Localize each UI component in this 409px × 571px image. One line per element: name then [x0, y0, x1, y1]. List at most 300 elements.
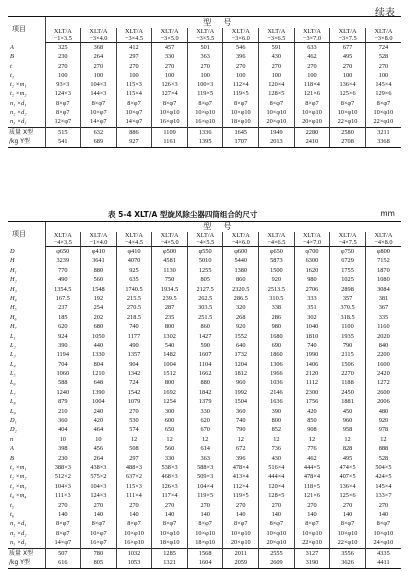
table-cell: 1870 — [365, 266, 401, 275]
table-cell: 1756 — [294, 398, 330, 407]
table-row — [8, 445, 401, 454]
table-cell: 121×6 — [294, 492, 330, 501]
column-size: −4×5.5 — [196, 239, 215, 247]
table-cell: 2898 — [330, 285, 366, 294]
table-cell: 8×φ7 — [81, 99, 117, 108]
table-row — [8, 304, 401, 313]
table-cell: 330 — [152, 454, 188, 463]
table-cell: 1188 — [330, 379, 366, 388]
table-cell: 118×4 — [294, 81, 330, 90]
table-cell: 1636 — [259, 398, 295, 407]
column-header — [152, 28, 188, 43]
table-cell: 1504 — [223, 398, 259, 407]
table-cell: 690 — [259, 341, 295, 350]
mass-label — [8, 558, 45, 568]
table-cell: 474×5 — [330, 463, 366, 472]
table-cell: 8×φ7 — [365, 99, 401, 108]
column-header — [81, 28, 117, 43]
table-cell: 8×φ7 — [45, 520, 81, 529]
table-cell: 388×3 — [45, 463, 81, 472]
table-cell: 440 — [81, 341, 117, 350]
table-row — [8, 109, 401, 118]
table-cell: 20×φ10 — [259, 118, 295, 128]
table-cell: 239.5 — [152, 294, 188, 303]
table-row — [8, 539, 401, 549]
table-cell: 230 — [45, 454, 81, 463]
table-cell: 140 — [152, 510, 188, 519]
table-cell: 8×φ7 — [45, 109, 81, 118]
table-cell: 120×4 — [259, 482, 295, 491]
mass-cell: 1109 — [152, 128, 188, 138]
row-label: n₂ ×d₂ — [10, 109, 27, 117]
column-size: −3×6.0 — [231, 35, 250, 43]
table-cell: 462 — [294, 53, 330, 62]
table-cell: 10×φ10 — [116, 529, 152, 538]
table-cell: 167.5 — [45, 294, 81, 303]
mass-cell: 541 — [45, 137, 81, 147]
column-series: XLT/A — [302, 28, 321, 35]
table-cell: 407×5 — [330, 473, 366, 482]
row-label: H₆ — [10, 313, 17, 321]
mass-cell: 3190 — [294, 558, 330, 568]
table-cell: 270 — [330, 62, 366, 71]
table-cell: 677 — [330, 43, 366, 53]
row-label: H₅ — [10, 304, 17, 312]
table-cell: 145×4 — [365, 482, 401, 491]
table-cell: 8×φ7 — [81, 520, 117, 529]
table-cell: 270 — [223, 501, 259, 510]
row-label: A — [10, 43, 14, 51]
table-cell: 270 — [116, 62, 152, 71]
table-cell: 1662 — [187, 370, 223, 379]
table-cell: 270 — [294, 501, 330, 510]
column-size: −4×7.5 — [338, 239, 357, 247]
row-label: H₁ — [10, 266, 17, 274]
table-cell: 302 — [294, 313, 330, 322]
column-size: −3×5.5 — [196, 35, 215, 43]
table-row — [8, 360, 401, 369]
table-cell: 1934.5 — [152, 285, 188, 294]
table-cell: 270 — [259, 501, 295, 510]
mass-cell: 3368 — [365, 137, 401, 147]
table-cell: 320 — [223, 304, 259, 313]
table-cell: 2600 — [365, 388, 401, 397]
row-label: t₆ — [10, 510, 14, 518]
table-cell: φ800 — [365, 247, 401, 257]
table-cell: 495 — [330, 454, 366, 463]
table-cell: 230 — [45, 53, 81, 62]
row-label: H₇ — [10, 323, 17, 331]
table-row — [8, 81, 401, 90]
mass-cell: 1321 — [152, 558, 188, 568]
table-cell: 420 — [81, 417, 117, 426]
table-cell: 128×5 — [259, 90, 295, 99]
table-cell: φ500 — [152, 247, 188, 257]
table-cell: 119×5 — [223, 492, 259, 501]
table-cell: 8×φ7 — [294, 520, 330, 529]
table-cell: 8×φ7 — [45, 99, 81, 108]
column-header — [365, 28, 401, 43]
column-series: XLT/A — [125, 232, 143, 239]
table-cell: 270 — [45, 62, 81, 71]
table-cell: 10×φ10 — [259, 529, 295, 538]
table-cell: 4581 — [152, 257, 188, 266]
table-cell: 115×3 — [116, 482, 152, 491]
table-cell: 100 — [259, 71, 295, 80]
mass-cell: 4411 — [365, 558, 401, 568]
column-header — [259, 28, 295, 43]
table-row — [8, 285, 401, 294]
table-cell: 124×3 — [45, 90, 81, 99]
table-cell: 1379 — [187, 398, 223, 407]
table-cell: 2450 — [330, 388, 366, 397]
mass-label — [8, 137, 45, 147]
table-row — [8, 454, 401, 463]
table-cell: 18×φ10 — [223, 118, 259, 128]
column-header — [116, 28, 152, 43]
table-cell: 398 — [45, 445, 81, 454]
table-cell: φ700 — [294, 247, 330, 257]
column-series: XLT/A — [89, 28, 108, 35]
table-cell: 12 — [116, 435, 152, 444]
table-cell: 920 — [365, 417, 401, 426]
table-cell: 980 — [294, 276, 330, 285]
table-cell: 126×3 — [152, 482, 188, 491]
table-cell: 530 — [116, 417, 152, 426]
mass-cell: 1161 — [152, 137, 188, 147]
table-cell: 16×φ10 — [187, 118, 223, 128]
table-cell: 396 — [223, 454, 259, 463]
table-cell: 8×φ7 — [187, 99, 223, 108]
table-cell: 1600 — [365, 360, 401, 369]
table-cell: 111×4 — [116, 492, 152, 501]
mass-cell: 3626 — [330, 558, 366, 568]
table-cell: 1881 — [330, 398, 366, 407]
row-label: t₂ ×m₁ — [10, 81, 27, 89]
table-cell: 1060 — [45, 370, 81, 379]
column-size: −3×7.5 — [338, 35, 357, 43]
table-cell: 840 — [365, 341, 401, 350]
mass-cell: 780 — [81, 548, 117, 558]
column-header — [259, 232, 295, 247]
table-cell: 412 — [116, 43, 152, 53]
mass-type: X型 — [22, 549, 34, 557]
table-cell: 140 — [330, 510, 366, 519]
table-cell: 270.5 — [116, 304, 152, 313]
table-row — [8, 247, 401, 257]
table-cell: 2270 — [330, 370, 366, 379]
table-cell: 546 — [223, 43, 259, 53]
table-cell: 1040 — [294, 323, 330, 332]
table-cell: 6300 — [294, 257, 330, 266]
table-cell: 14×φ7 — [81, 118, 117, 128]
table-cell: 10 — [81, 435, 117, 444]
table-cell: 462 — [294, 454, 330, 463]
mass-unit-label: 质量 — [9, 549, 22, 557]
table-cell: 501 — [187, 43, 223, 53]
table-cell: 8×φ7 — [330, 520, 366, 529]
table-cell: 111×3 — [45, 492, 81, 501]
table-cell: 367 — [365, 304, 401, 313]
table-row — [8, 510, 401, 519]
table-cell: 978 — [365, 426, 401, 435]
table-cell: 121×6 — [294, 90, 330, 99]
table-cell: 1330 — [81, 351, 117, 360]
table-cell: 1935 — [330, 332, 366, 341]
table-cell: 1130 — [152, 266, 188, 275]
table-cell: 396 — [223, 53, 259, 62]
table-cell: 1302 — [152, 332, 188, 341]
table-cell: 1079 — [116, 398, 152, 407]
table-cell: 20×φ10 — [223, 539, 259, 549]
table-cell: 588×3 — [187, 463, 223, 472]
table-cell: 215.5 — [116, 294, 152, 303]
row-label: D — [10, 247, 15, 255]
table-cell: 14×φ7 — [45, 539, 81, 549]
table-cell: 104×4 — [187, 482, 223, 491]
table-cell: 1732 — [223, 351, 259, 360]
item-header: 项目 — [8, 17, 45, 43]
table-cell: 2020 — [365, 332, 401, 341]
table-cell: 528 — [365, 53, 401, 62]
table-cell: 8×φ7 — [45, 529, 81, 538]
table-cell: 270 — [259, 62, 295, 71]
row-label: t — [10, 62, 12, 70]
table-cell: 3641 — [81, 257, 117, 266]
table-cell: 100 — [223, 71, 259, 80]
table-cell: 2300 — [294, 388, 330, 397]
table-cell: 360 — [223, 407, 259, 416]
table-cell: 1512 — [152, 370, 188, 379]
table-cell: 637×2 — [116, 473, 152, 482]
table-cell: 140 — [259, 510, 295, 519]
table-cell: 1354.5 — [45, 285, 81, 294]
table-cell: 100 — [45, 71, 81, 80]
table-cell: 860 — [223, 276, 259, 285]
table-row — [8, 53, 401, 62]
table-cell: 4070 — [116, 257, 152, 266]
mass-cell: 507 — [45, 548, 81, 558]
row-label: n₃ ×d₃ — [10, 118, 27, 126]
table-cell: 860 — [187, 323, 223, 332]
table-cell: 1692 — [152, 388, 188, 397]
table-cell: 1194 — [45, 351, 81, 360]
table-cell: 1506 — [330, 360, 366, 369]
column-series: XLT/A — [231, 28, 250, 35]
table-cell: 480 — [365, 407, 401, 416]
row-label: H — [10, 257, 15, 265]
table-cell: 575×2 — [81, 473, 117, 482]
table-cell: 8×φ7 — [330, 99, 366, 108]
mass-label — [8, 128, 45, 138]
mass-cell: 1949 — [259, 128, 295, 138]
table-cell: 770 — [45, 266, 81, 275]
table-cell: 1380 — [223, 266, 259, 275]
continued-label: 续表 — [375, 8, 395, 19]
table-cell: 270 — [81, 62, 117, 71]
table-cell: 10×φ7 — [116, 109, 152, 118]
table-cell: 504×5 — [365, 463, 401, 472]
table-cell: 1357 — [116, 351, 152, 360]
column-header — [223, 232, 259, 247]
table-cell: 1036 — [259, 379, 295, 388]
table-cell: 672 — [223, 445, 259, 454]
table-cell: 804 — [81, 360, 117, 369]
table-row — [8, 118, 401, 128]
table-row — [8, 341, 401, 350]
table-cell: 10×φ10 — [365, 529, 401, 538]
mass-cell: 2013 — [259, 137, 295, 147]
table-cell: 1306 — [259, 360, 295, 369]
table-cell: 5010 — [187, 257, 223, 266]
mass-type: Y型 — [20, 559, 30, 567]
column-header — [330, 232, 366, 247]
table-cell: 468×3 — [152, 473, 188, 482]
mass-cell: 2059 — [223, 558, 259, 568]
table-cell: 100 — [187, 71, 223, 80]
table-cell: 218.5 — [116, 313, 152, 322]
table-row — [8, 294, 401, 303]
mass-cell: 1032 — [116, 548, 152, 558]
mass-row — [8, 558, 401, 568]
table-cell: 390 — [259, 407, 295, 416]
table-cell: 237 — [45, 304, 81, 313]
column-size: −1×4.0 — [89, 239, 108, 247]
table-cell: 100 — [116, 71, 152, 80]
mass-label — [8, 548, 45, 558]
row-label: t₅ — [10, 501, 14, 509]
row-label: D₁ — [10, 417, 17, 425]
row-label: n — [10, 435, 14, 443]
mass-cell: 2280 — [294, 128, 330, 138]
table-cell: 1104 — [187, 360, 223, 369]
row-label: L₈ — [10, 398, 16, 406]
table-cell: 104×3 — [45, 482, 81, 491]
table-cell: 438×3 — [81, 463, 117, 472]
table-row — [8, 492, 401, 501]
table-cell: 1255 — [187, 266, 223, 275]
table-cell: 980 — [259, 323, 295, 332]
table-cell: 670 — [187, 426, 223, 435]
row-label: L₂ — [10, 341, 16, 349]
table-cell: 740 — [294, 341, 330, 350]
table-cell: 297 — [116, 53, 152, 62]
table-cell: 680 — [81, 323, 117, 332]
table-cell: 286.5 — [223, 294, 259, 303]
column-size: −3×8.0 — [374, 35, 393, 43]
table-cell: 1177 — [116, 332, 152, 341]
table-cell: 10×φ10 — [294, 529, 330, 538]
row-label: t₂ ×m₂ — [10, 473, 27, 481]
table-cell: 790 — [223, 426, 259, 435]
mass-cell: 1395 — [187, 137, 223, 147]
table-cell: 270 — [223, 62, 259, 71]
table-cell: 129×6 — [365, 90, 401, 99]
table-cell: 333 — [294, 294, 330, 303]
row-label: t₃ ×m₃ — [10, 482, 27, 490]
column-size: −4×3.5 — [53, 239, 72, 247]
table-cell: 1025 — [330, 276, 366, 285]
table-cell: 2115 — [330, 351, 366, 360]
table-cell: 118×5 — [294, 482, 330, 491]
table-cell: 800 — [152, 323, 188, 332]
row-label: L₃ — [10, 351, 16, 359]
table-cell: 115×4 — [116, 90, 152, 99]
table-cell: 478×4 — [294, 473, 330, 482]
table-cell: 136×4 — [330, 81, 366, 90]
table-cell: φ650 — [259, 247, 295, 257]
mass-cell: 4335 — [365, 548, 401, 558]
table-cell: 22×φ10 — [365, 118, 401, 128]
table-cell: 140 — [294, 510, 330, 519]
table-cell: 20×φ10 — [259, 539, 295, 549]
table-row — [8, 313, 401, 322]
table-cell: 12 — [294, 435, 330, 444]
mass-cell: 1568 — [187, 548, 223, 558]
table-cell: 879 — [45, 398, 81, 407]
mass-cell: 2011 — [223, 548, 259, 558]
column-size: −3×4.5 — [124, 35, 144, 43]
row-label: L₉ — [10, 407, 16, 415]
table-cell: 270 — [116, 501, 152, 510]
table-row — [8, 417, 401, 426]
table-cell: 370.5 — [330, 304, 366, 313]
table-cell: 560 — [81, 276, 117, 285]
table-cell: 750 — [152, 276, 188, 285]
table-cell: 648 — [81, 379, 117, 388]
table-row — [8, 99, 401, 108]
table-cell: 8×φ7 — [116, 520, 152, 529]
table-cell: 12 — [259, 435, 295, 444]
table-cell: 8×φ7 — [223, 520, 259, 529]
table-cell: 1050 — [81, 332, 117, 341]
mass-unit-label: /kg — [9, 138, 19, 146]
table-cell: 125×6 — [330, 492, 366, 501]
table-row — [8, 398, 401, 407]
table-cell: 620 — [45, 323, 81, 332]
table-cell: 126×3 — [152, 81, 188, 90]
table-cell: 724 — [365, 43, 401, 53]
table-cell: 8×φ7 — [365, 520, 401, 529]
table-cell: 338 — [259, 304, 295, 313]
column-size: −3×7.0 — [302, 35, 322, 43]
table-continued — [8, 16, 401, 148]
table-cell: 574 — [116, 426, 152, 435]
table-cell: 360 — [45, 417, 81, 426]
column-size: −3×5.0 — [160, 35, 179, 43]
table-row — [8, 529, 401, 538]
table-cell: 185 — [45, 313, 81, 322]
table-cell: 5440 — [223, 257, 259, 266]
column-header — [45, 232, 81, 247]
table-cell: 264 — [81, 454, 117, 463]
table-cell: 1810 — [294, 332, 330, 341]
table-cell: 16×φ7 — [81, 539, 117, 549]
table-cell: 1004 — [152, 360, 188, 369]
table-row — [8, 370, 401, 379]
table-cell: 424×5 — [365, 473, 401, 482]
column-series: XLT/A — [53, 28, 72, 35]
column-series: XLT/A — [231, 232, 250, 239]
table-cell: 512×2 — [45, 473, 81, 482]
table-cell: 852 — [259, 426, 295, 435]
table-cell: 100 — [365, 71, 401, 80]
table-cell: 268 — [223, 313, 259, 322]
table-cell: 104×3 — [81, 81, 117, 90]
table-cell: φ650 — [45, 247, 81, 257]
mass-unit-label: 质量 — [9, 128, 22, 136]
table-cell: 235 — [152, 313, 188, 322]
